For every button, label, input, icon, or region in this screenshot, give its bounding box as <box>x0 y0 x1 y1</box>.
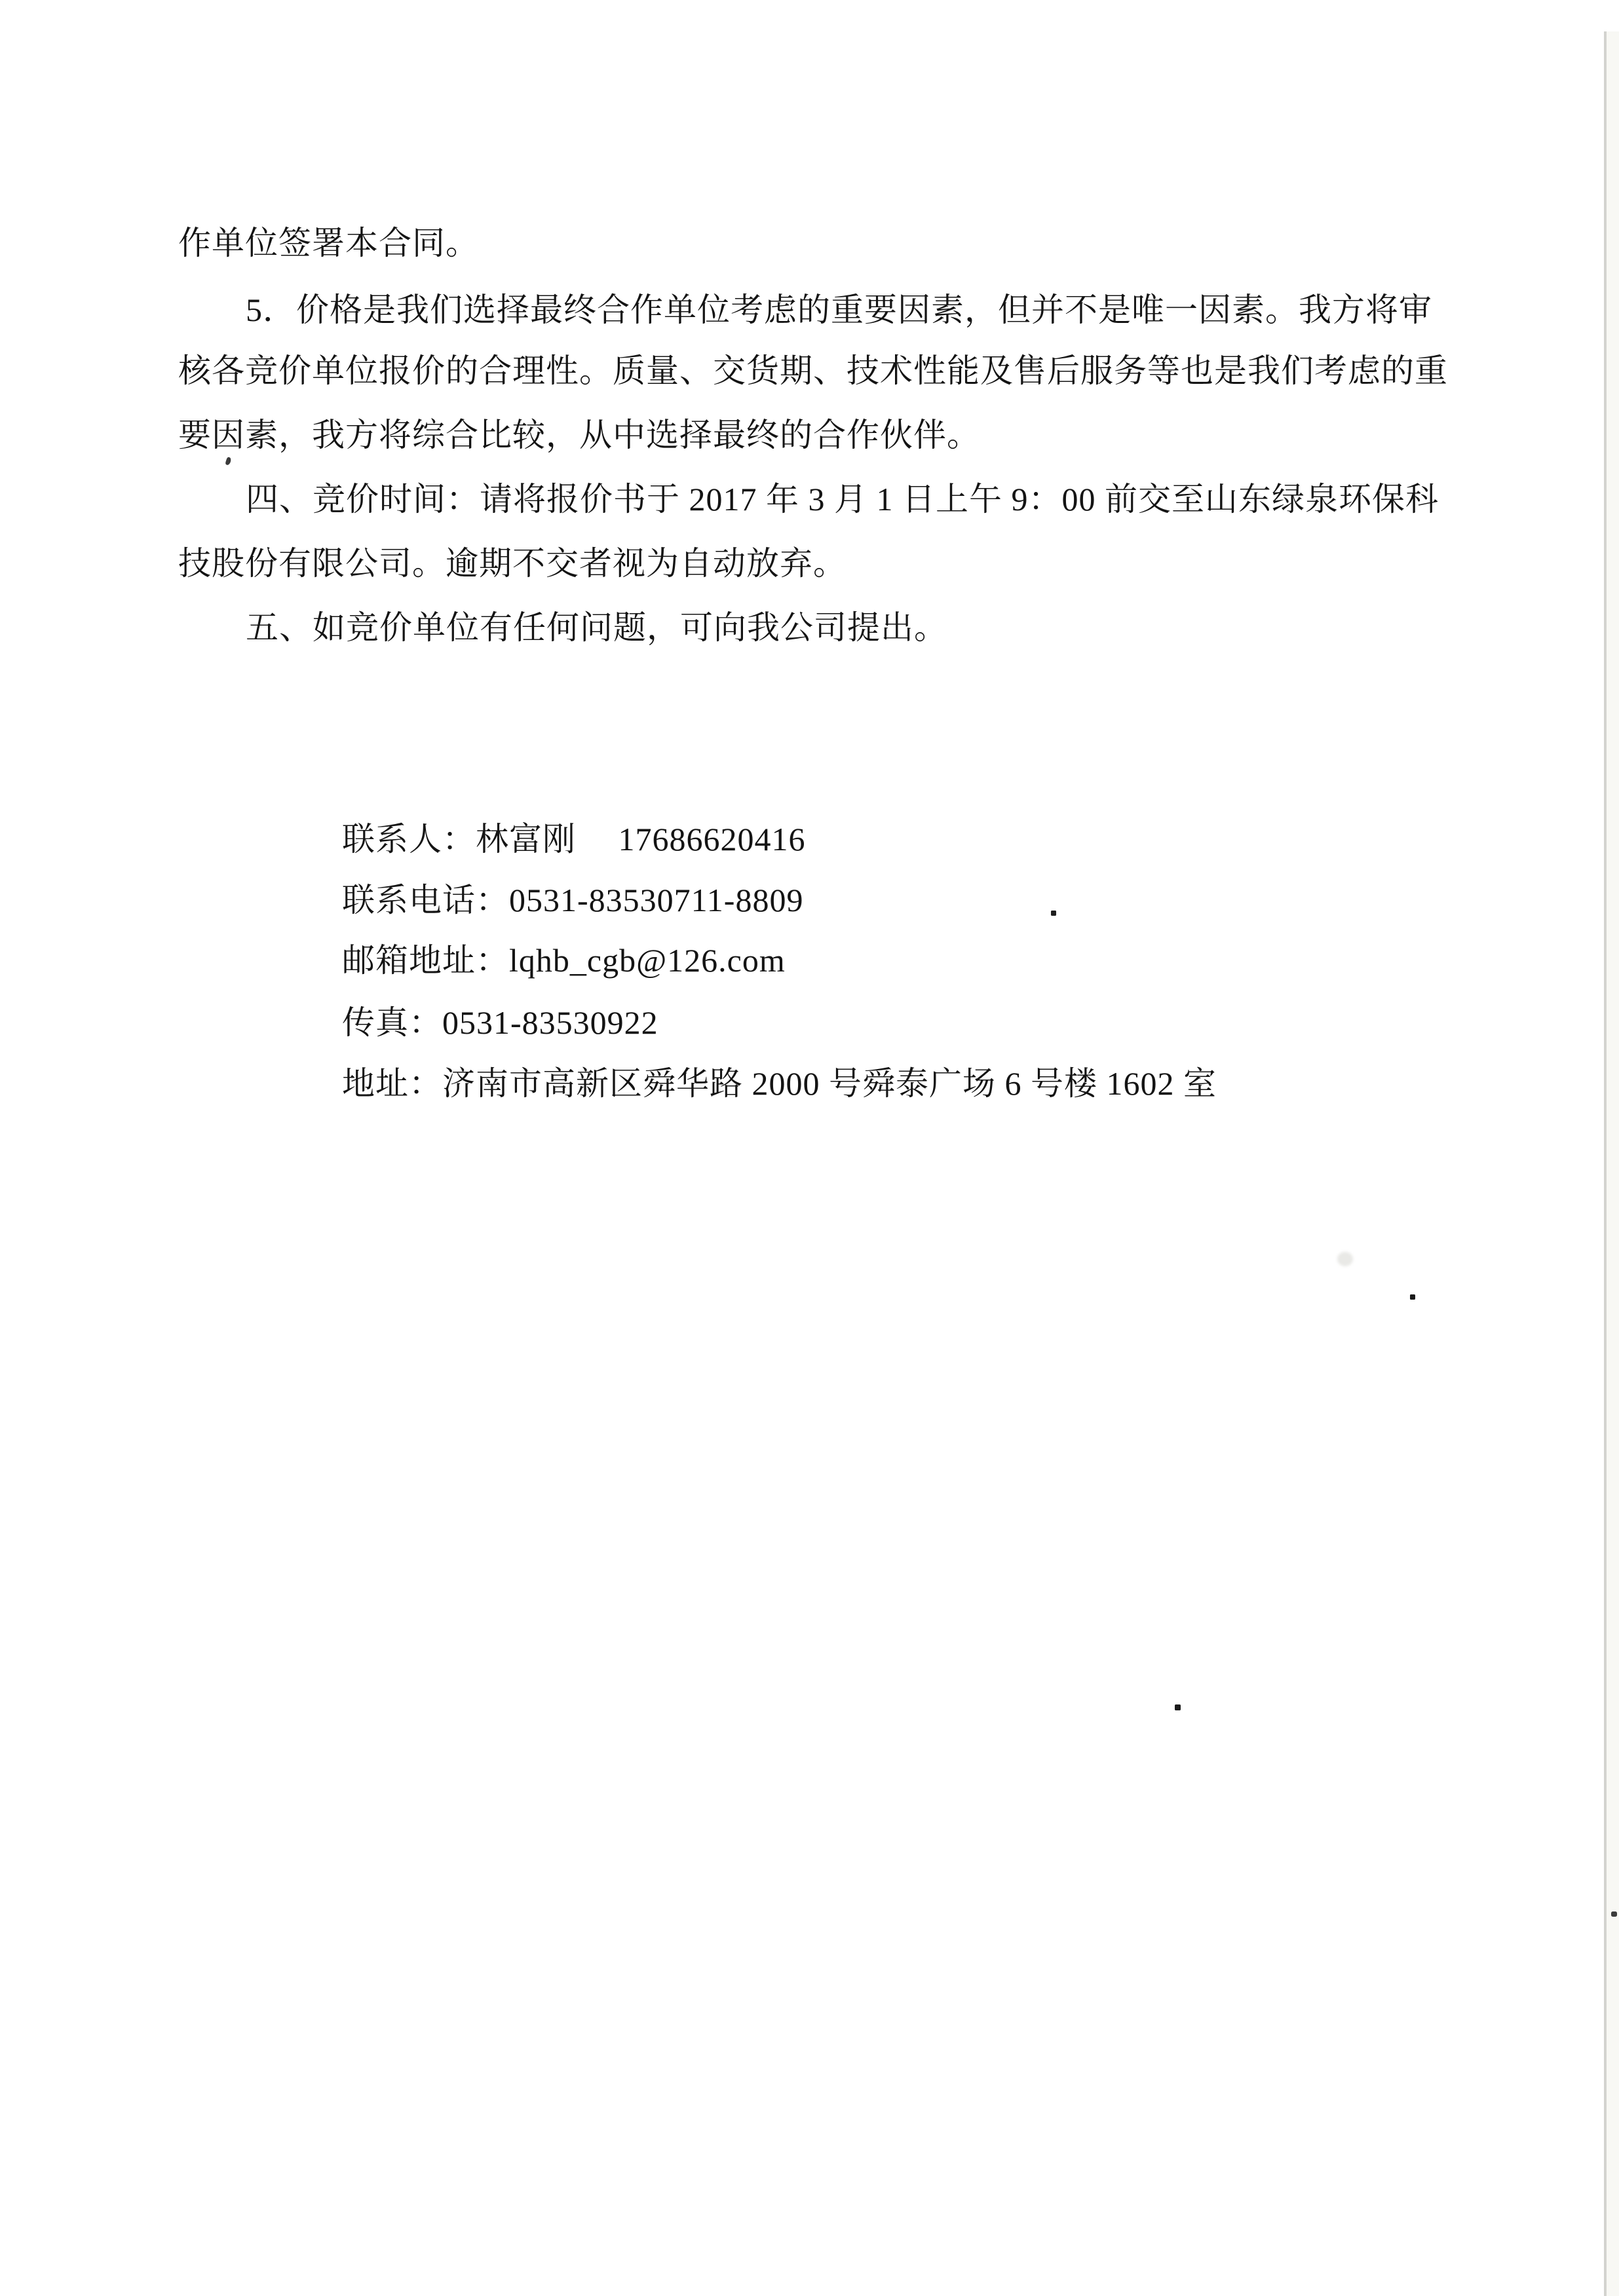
scan-speck <box>1175 1704 1181 1710</box>
body-text-line: 要因素，我方将综合比较，从中选择最终的合作伙伴。 <box>178 417 980 453</box>
scan-speck <box>1051 911 1056 916</box>
body-text-line: 四、竞价时间：请将报价书于 2017 年 3 月 1 日上午 9：00 前交至山东绿泉环保科 <box>246 481 1439 518</box>
body-text-line: 5．价格是我们选择最终合作单位考虑的重要因素，但并不是唯一因素。我方将审 <box>246 292 1432 328</box>
scan-speck <box>1611 1911 1617 1917</box>
scan-speck <box>1410 1294 1415 1300</box>
contact-fax-label: 传真： <box>342 1004 442 1041</box>
scan-speck <box>225 457 231 466</box>
body-text-line: 核各竞价单位报价的合理性。质量、交货期、技术性能及售后服务等也是我们考虑的重 <box>178 352 1448 389</box>
contact-fax-value: 0531-83530922 <box>442 1004 658 1041</box>
scan-speck <box>1337 1252 1353 1266</box>
scan-edge-line <box>1604 31 1607 2296</box>
body-text-line: 作单位签署本合同。 <box>178 225 479 261</box>
scan-edge-tint <box>1607 31 1619 2296</box>
contact-person-value: 林富刚 17686620416 <box>476 821 806 857</box>
body-text-line: 五、如竞价单位有任何问题，可向我公司提出。 <box>246 609 947 646</box>
contact-phone-value: 0531-83530711-8809 <box>509 882 804 918</box>
contact-address-line <box>307 1026 1217 1140</box>
contact-person-label: 联系人： <box>342 821 476 857</box>
contact-phone-label: 联系电话： <box>342 882 509 918</box>
body-text-line: 技股份有限公司。逾期不交者视为自动放弃。 <box>178 545 847 582</box>
contact-email-label: 邮箱地址： <box>342 942 509 979</box>
contact-address-value: 济南市高新区舜华路 2000 号舜泰广场 6 号楼 1602 室 <box>442 1065 1217 1102</box>
contact-email-value: lqhb_cgb@126.com <box>509 942 786 979</box>
contact-address-label: 地址： <box>342 1065 442 1102</box>
